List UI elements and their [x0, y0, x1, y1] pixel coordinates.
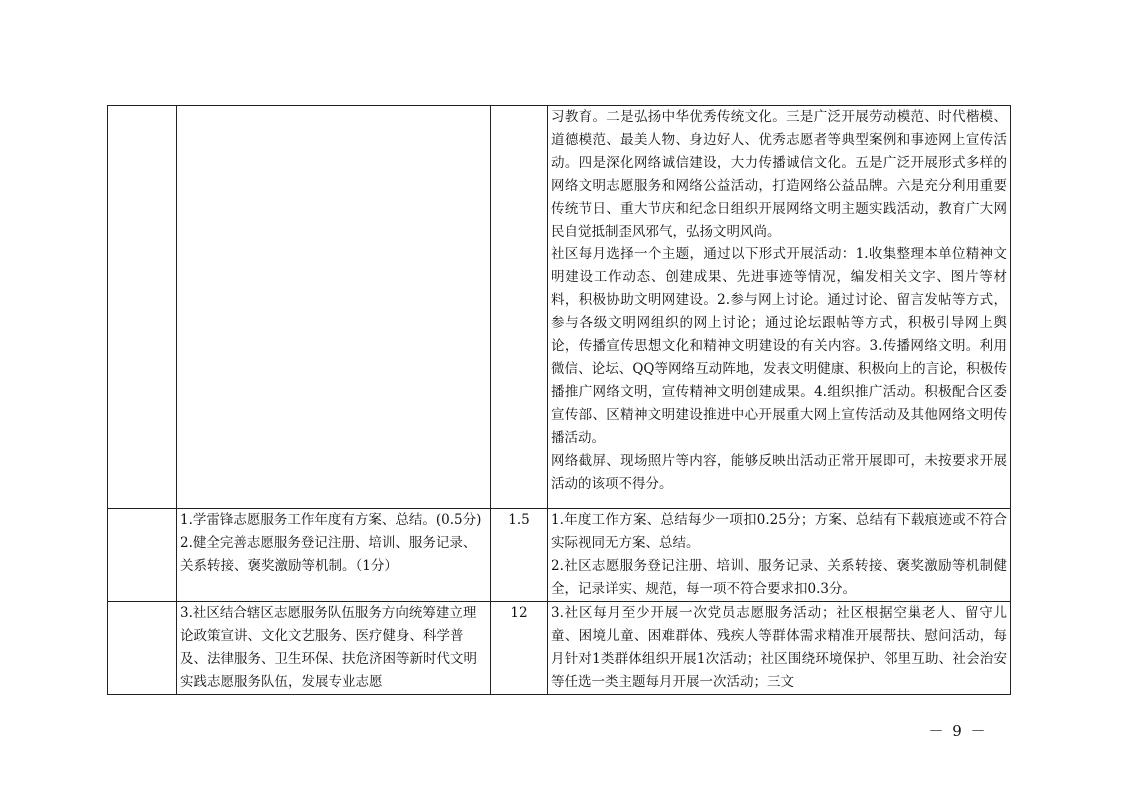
page-number: － 9 － [928, 722, 988, 740]
category-cell [108, 106, 177, 509]
score-cell [491, 106, 548, 509]
score-cell: 1.5 [491, 509, 548, 602]
criteria-cell: 1.学雷锋志愿服务工作年度有方案、总结。(0.5分) 2.健全完善志愿服务登记注册、培训、服务记录、关系转接、褒奖激励等机制。（1分） [177, 509, 491, 602]
evaluation-table [107, 105, 1011, 695]
description-cell: 习教育。二是弘扬中华优秀传统文化。三是广泛开展劳动模范、时代楷模、道德模范、最美人物、身边好人、优秀志愿者等典型案例和事迹网上宣传活动。四是深化网络诚信建设，大力传播诚信文化。五是广泛开展形式多样的网络文明志愿服务和网络公益活动，打造网络公益品牌。六是充分利用重要传统节日、重大节庆和纪念日组织开展网络文明主题实践活动，教育广大网民自觉抵制歪风邪气，弘扬文明风尚。 社区每月选择一个主题，通过以下形式开展活动：1.收集整理本单位精神文明建设工作动态、创建成果、先进事迹等情况，编发相关文字、图片等材料，积极协助文明网建设。2.参与网上讨论。通过讨论、留言发帖等方式，参与各级文明网组织的网上讨论；通过论坛跟帖等方式，积极引导网上舆论，传播宣传思想文化和精神文明建设的有关内容。3.传播网络文明。利用微信、论坛、QQ等网络互动阵地，发表文明健康、积极向上的言论，积极传播推广网络文明，宣传精神文明创建成果。4.组织推广活动。积极配合区委宣传部、区精神文明建设推进中心开展重大网上宣传活动及其他网络文明传播活动。 网络截屏、现场照片等内容，能够反映出活动正常开展即可，未按要求开展活动的该项不得分。 [548, 106, 1011, 509]
score-cell: 12 [491, 602, 548, 695]
description-cell: 3.社区每月至少开展一次党员志愿服务活动；社区根据空巢老人、留守儿童、困境儿童、困难群体、残疾人等群体需求精准开展帮扶、慰问活动，每月针对1类群体组织开展1次活动；社区围绕环境保护、邻里互助、社会治安等任选一类主题每月开展一次活动；三文 [548, 602, 1011, 695]
table-row [108, 106, 1011, 509]
category-cell [108, 602, 177, 695]
table-row [108, 509, 1011, 602]
criteria-cell [177, 106, 491, 509]
criteria-cell: 3.社区结合辖区志愿服务队伍服务方向统筹建立理论政策宣讲、文化文艺服务、医疗健身、科学普及、法律服务、卫生环保、扶危济困等新时代文明实践志愿服务队伍，发展专业志愿 [177, 602, 491, 695]
category-cell [108, 509, 177, 602]
description-cell: 1.年度工作方案、总结每少一项扣0.25分；方案、总结有下载痕迹或不符合实际视同无方案、总结。 2.社区志愿服务登记注册、培训、服务记录、关系转接、褒奖激励等机制健全，记录详实、规范，每一项不符合要求扣0.3分。 [548, 509, 1011, 602]
table-row [108, 602, 1011, 695]
